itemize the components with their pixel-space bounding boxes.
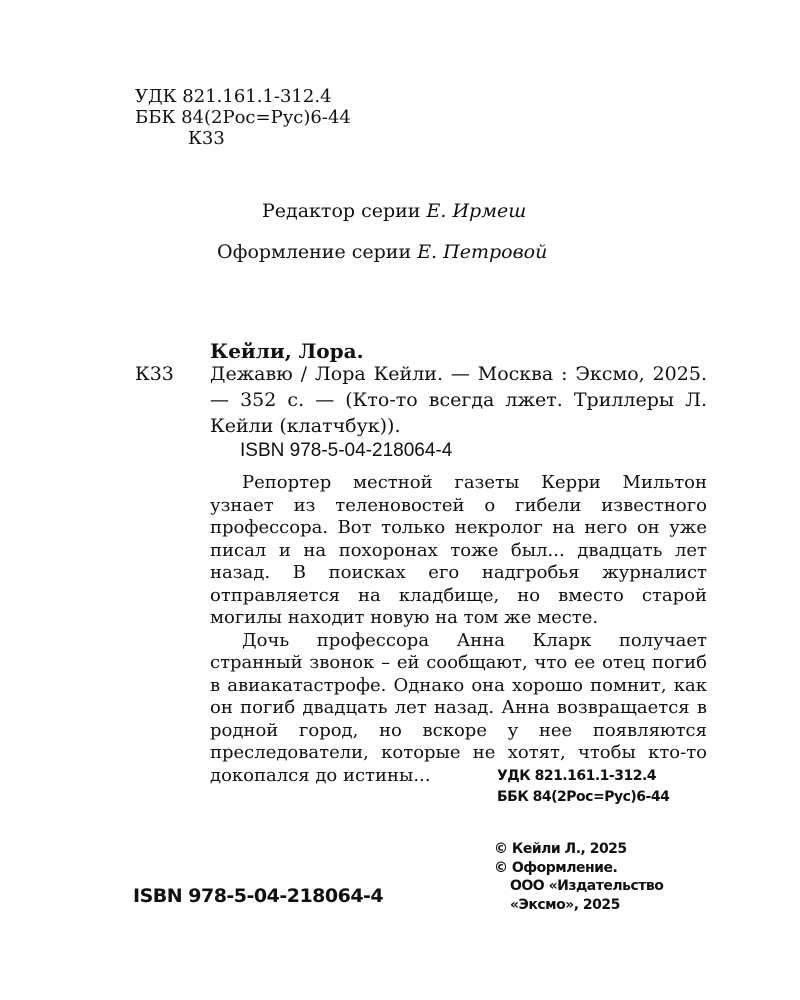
footer-udk: УДК 821.161.1-312.4 (497, 768, 656, 784)
footer-classification (497, 766, 669, 808)
footer-bbk: ББК 84(2Рос=Рус)6-44 (497, 789, 670, 805)
annotation-paragraph-1: Репортер местной газеты Керри Мильтон узнает из теленовостей о гибели известного профессора. Вот только некролог на него он уже писал и на похоронах тоже был... двадцать лет назад. В поисках его надгробья журналист отправляется на кладбище, но вместо старой могилы находит новую на том же месте. (210, 472, 707, 628)
copyright-author: © Кейли Л., 2025 (494, 841, 627, 857)
bibliographic-description: Дежавю / Лора Кейли. — Москва : Эксмо, 2025. — 352 с. — (Кто-то всегда лжет. Триллеры Л. Кейли (клатчбук)). (210, 363, 707, 437)
publisher-line-1: ООО «Издательство (510, 878, 664, 894)
copyright-design: © Оформление. (494, 859, 618, 876)
series-design-label: Оформление серии (217, 241, 412, 263)
publisher-line-2: «Эксмо», 2025 (510, 896, 620, 913)
series-design-credit (217, 241, 547, 263)
copyright-block (494, 840, 663, 914)
udk-code: УДК 821.161.1-312.4 (135, 86, 332, 107)
series-editor-label: Редактор серии (262, 200, 421, 222)
author-mark-side: К33 (135, 363, 174, 385)
annotation (210, 472, 707, 787)
author-heading: Кейли, Лора. (210, 339, 364, 363)
series-editor-credit (262, 200, 526, 222)
isbn-middle: ISBN 978-5-04-218064-4 (240, 440, 453, 461)
author-mark: К33 (188, 128, 225, 149)
series-editor-name: Е. Ирмеш (426, 200, 527, 222)
bbk-code: ББК 84(2Рос=Рус)6-44 (135, 107, 351, 128)
classification-block (135, 86, 351, 149)
isbn-bottom: ISBN 978-5-04-218064-4 (133, 885, 384, 907)
annotation-paragraph-2: Дочь профессора Анна Кларк получает странный звонок – ей сообщают, что ее отец погиб в авиакатастрофе. Однако она хорошо помнит, как он погиб двадцать лет назад. Анна возвращается в родной город, но вскоре у нее появляются преследователи, которые не хотят, чтобы кто-то докопался до истины... (210, 629, 707, 786)
series-design-name: Е. Петровой (417, 241, 548, 263)
